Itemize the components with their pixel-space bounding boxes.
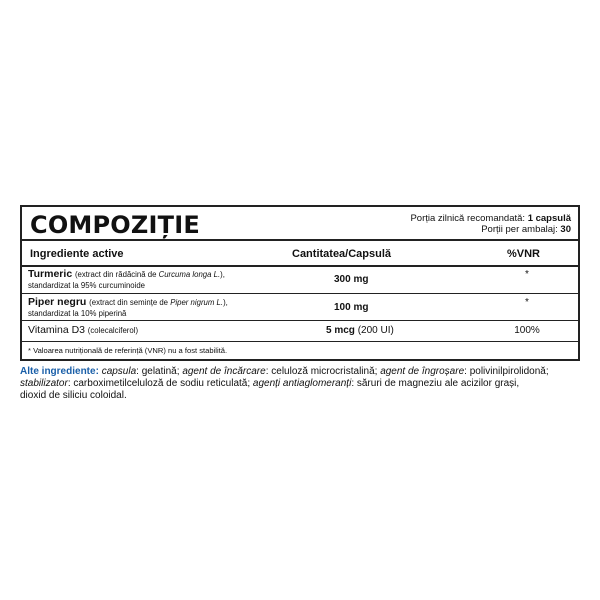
column-header-quantity: Cantitatea/Capsulă xyxy=(292,248,392,260)
vnr-value: * xyxy=(525,269,529,280)
composition-table xyxy=(20,205,580,361)
row-divider xyxy=(22,341,578,342)
quantity-value: 5 mcg (200 UI) xyxy=(326,325,394,336)
serving-per-package: Porții per ambalaj: 30 xyxy=(481,224,571,235)
quantity-value: 300 mg xyxy=(334,274,369,285)
quantity-value: 100 mg xyxy=(334,302,369,313)
row-divider xyxy=(22,293,578,294)
table-row: Turmeric (extract din rădăcină de Curcuma longa L.), standardizat la 95% curcuminoide xyxy=(28,268,225,290)
column-header-vnr: %VNR xyxy=(507,248,541,260)
other-ingredients: Alte ingrediente: capsula: gelatină; agent de încărcare: celuloză microcristalină; agent de îngroșare: polivinilpirolidonă; stabilizator: carboximetilceluloză de sodiu reticulată; agenți antiaglomeranți: săruri de magneziu ale acizilor grași, dioxid de siliciu coloidal. xyxy=(20,366,549,401)
header-divider xyxy=(22,239,578,241)
page-title: COMPOZIȚIE xyxy=(30,211,200,239)
table-row: Vitamina D3 (colecalciferol) xyxy=(28,324,139,336)
vnr-value: 100% xyxy=(514,325,540,336)
serving-daily: Porția zilnică recomandată: 1 capsulă xyxy=(410,213,571,224)
table-row: Piper negru (extract din semințe de Piper nigrum L.), standardizat la 10% piperină xyxy=(28,296,228,318)
vnr-value: * xyxy=(525,297,529,308)
column-header-ingredients: Ingrediente active xyxy=(30,248,124,260)
column-header-divider xyxy=(22,265,578,267)
row-divider xyxy=(22,320,578,321)
serving-info xyxy=(410,213,571,235)
footnote: * Valoarea nutrițională de referință (VNR) nu a fost stabilită. xyxy=(28,346,228,355)
